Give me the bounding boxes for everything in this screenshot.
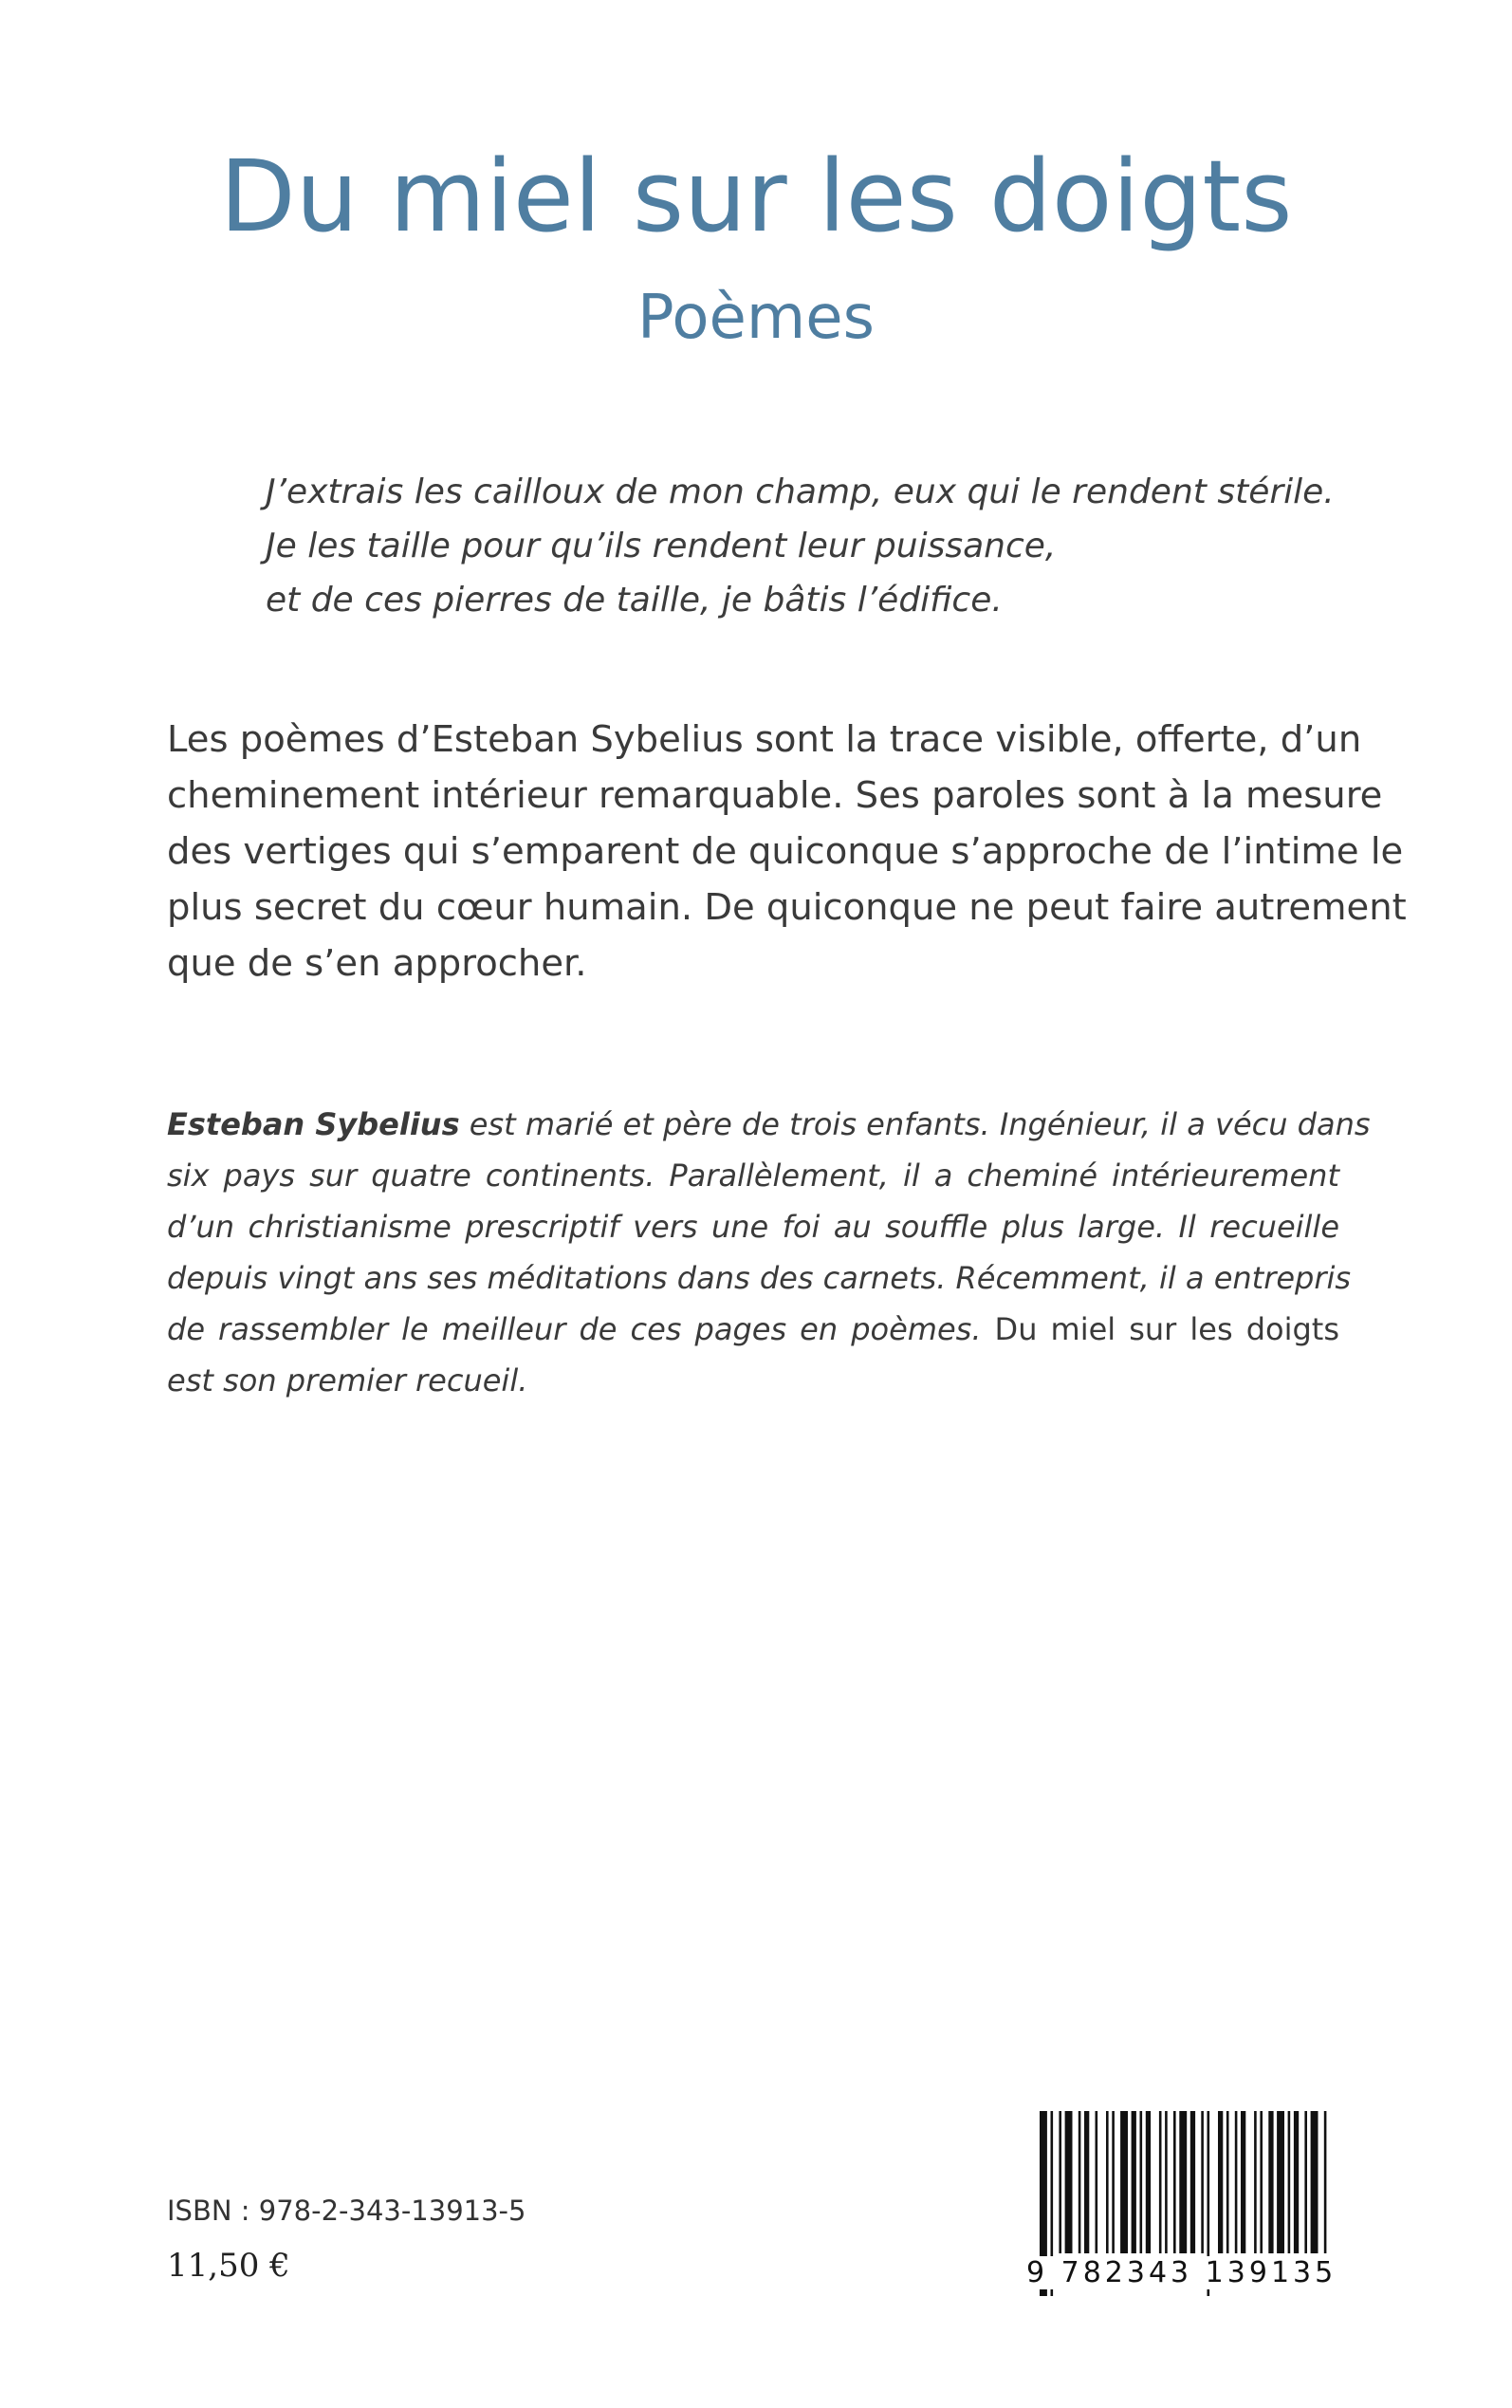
bio-line: six pays sur quatre continents. Parallèlement, il a cheminé intérieurement: [167, 1158, 1339, 1194]
blurb-line: que de s’en approcher.: [167, 942, 587, 985]
barcode-bar: [1311, 2111, 1318, 2253]
blurb-line: plus secret du cœur humain. De quiconque ne peut faire autrement: [167, 886, 1407, 929]
epigraph-line: et de ces pierres de taille, je bâtis l’édifice.: [266, 581, 1003, 620]
barcode-bar: [1106, 2111, 1109, 2253]
barcode-bar: [1173, 2111, 1176, 2253]
barcode-bar: [1079, 2111, 1081, 2253]
barcode-bar: [1288, 2111, 1291, 2253]
barcode-bar: [1140, 2111, 1143, 2253]
barcode-bar: [1179, 2111, 1187, 2253]
barcode-bar: [1294, 2111, 1299, 2253]
barcode-bar: [1304, 2111, 1307, 2253]
barcode-bar: [1260, 2111, 1263, 2253]
bio-line: [167, 1099, 1371, 1150]
epigraph-line: J’extrais les cailloux de mon champ, eux qui le rendent stérile.: [266, 472, 1335, 511]
bio-book-title: Du miel sur les doigts: [994, 1311, 1340, 1347]
bio-line: d’un christianisme prescriptif vers une foi au souffle plus large. Il recueille: [167, 1209, 1339, 1245]
barcode-bar: [1201, 2111, 1204, 2253]
bio-text: de rassembler le meilleur de ces pages en poèmes.: [167, 1311, 995, 1347]
barcode-bar: [1324, 2111, 1327, 2253]
barcode-bar: [1277, 2111, 1284, 2253]
barcode-bar: [1159, 2111, 1162, 2253]
epigraph: [266, 465, 1356, 627]
author-bio: [167, 1099, 1371, 1406]
author-name: Esteban Sybelius: [167, 1106, 460, 1142]
barcode-bar: [1059, 2111, 1061, 2253]
blurb-paragraph: [167, 712, 1407, 991]
book-title: Du miel sur les doigts: [219, 139, 1293, 254]
barcode-bar: [1112, 2111, 1115, 2253]
barcode-bar: [1235, 2111, 1238, 2253]
blurb-line: cheminement intérieur remarquable. Ses paroles sont à la mesure: [167, 774, 1383, 817]
barcode-bar: [1132, 2111, 1136, 2253]
barcode-bar: [1146, 2111, 1151, 2253]
isbn: ISBN : 978-2-343-13913-5: [167, 2195, 526, 2227]
book-subtitle: Poèmes: [637, 283, 875, 353]
barcode-bar: [1218, 2111, 1223, 2253]
barcode-bar: [1254, 2111, 1257, 2253]
bio-text: est marié et père de trois enfants. Ingénieur, il a vécu dans: [459, 1106, 1371, 1142]
barcode-digits: 9 782343 139135: [1026, 2256, 1339, 2289]
barcode-bar: [1226, 2111, 1229, 2253]
barcode-bar: [1120, 2111, 1128, 2253]
barcode-bar: [1084, 2111, 1089, 2253]
barcode-bar: [1065, 2111, 1073, 2253]
blurb-line: des vertiges qui s’emparent de quiconque s’approche de l’intime le: [167, 830, 1404, 873]
blurb-line: Les poèmes d’Esteban Sybelius sont la trace visible, offerte, d’un: [167, 718, 1362, 761]
barcode-bar: [1268, 2111, 1273, 2253]
bio-line: [167, 1304, 1339, 1355]
barcode-bar: [1190, 2111, 1195, 2253]
bio-line: depuis vingt ans ses méditations dans des carnets. Récemment, il a entrepris: [167, 1260, 1352, 1296]
barcode-bar: [1096, 2111, 1098, 2253]
bio-line: est son premier recueil.: [167, 1362, 528, 1398]
barcode-bar: [1165, 2111, 1168, 2253]
price: 11,50 €: [167, 2247, 290, 2285]
barcode-bar: [1241, 2111, 1245, 2253]
epigraph-line: Je les taille pour qu’ils rendent leur puissance,: [266, 527, 1057, 565]
